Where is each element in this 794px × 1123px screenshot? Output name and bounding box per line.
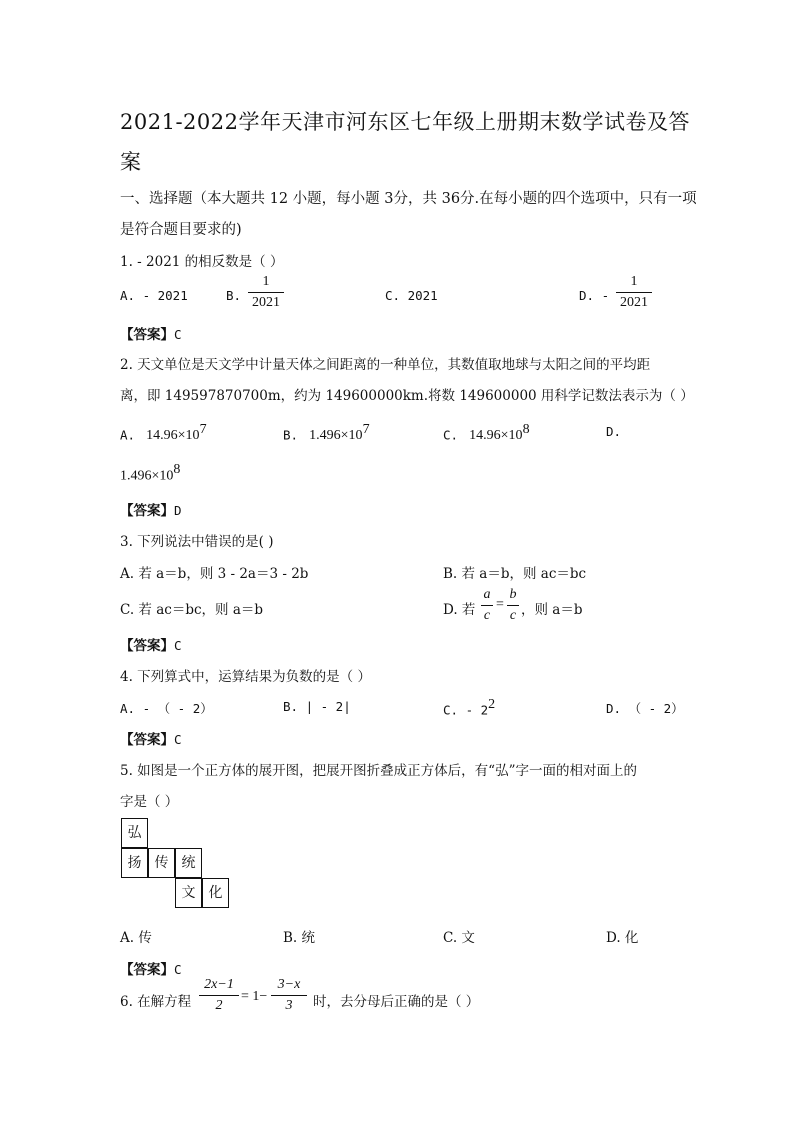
q2-option-d-value xyxy=(120,462,180,484)
page-title-line2: 案 xyxy=(120,150,142,174)
q4-c-label: C. - 2 xyxy=(443,702,489,718)
fraction-bar xyxy=(481,605,493,606)
page-title-line1: 2021-2022学年天津市河东区七年级上册期末数学试卷及答 xyxy=(120,110,690,134)
q5-answer xyxy=(120,958,182,978)
q2-option-d-label: D. xyxy=(606,424,622,439)
fraction-bar xyxy=(248,292,284,293)
q2-stem-line2: 离，即 149597870700m，约为 149600000km.将数 149600000 用科学记数法表示为（ ） xyxy=(120,388,694,404)
q1-answer-value: C xyxy=(174,327,182,342)
q1-b-numerator: 1 xyxy=(262,274,270,289)
answer-prefix: 【答案】 xyxy=(120,638,174,654)
q3-answer xyxy=(120,634,182,654)
answer-prefix: 【答案】 xyxy=(120,732,174,748)
q2-answer xyxy=(120,499,182,519)
q4-option-c xyxy=(443,697,495,718)
q5-stem-line1: 5. 如图是一个正方体的展开图，把展开图折叠成正方体后，有“弘”字一面的相对面上的 xyxy=(120,763,637,779)
fraction-bar xyxy=(199,995,239,996)
q4-answer xyxy=(120,728,182,748)
q2-b-label: B. xyxy=(283,427,299,443)
q5-option-a: A. 传 xyxy=(120,930,152,946)
q3-option-d-label: D. 若 xyxy=(443,602,476,618)
q4-option-b: B. | - 2| xyxy=(283,699,351,714)
q3-option-b: B. 若 a＝b，则 ac＝bc xyxy=(443,566,587,582)
q1-stem: 1. - 2021 的相反数是（ ） xyxy=(120,254,284,270)
q2-a-base: 14.96×10 xyxy=(146,428,200,444)
q1-b-denominator: 2021 xyxy=(252,295,280,310)
net-cell-tong: 统 xyxy=(175,848,202,878)
q1-option-d-label: D. - xyxy=(579,288,610,303)
q4-c-exponent: 2 xyxy=(488,697,496,712)
q1-option-c: C. 2021 xyxy=(385,288,438,303)
q6-numerator-left: 2x−1 xyxy=(204,977,234,992)
q3-d-denominator-left: c xyxy=(483,608,491,623)
q1-option-d-fraction xyxy=(616,273,652,312)
section-heading-line2: 是符合题目要求的) xyxy=(120,222,242,238)
q4-answer-value: C xyxy=(174,732,182,747)
q2-option-c xyxy=(443,422,530,444)
q3-answer-value: C xyxy=(174,638,182,653)
q1-answer xyxy=(120,323,182,343)
q2-d-exponent: 8 xyxy=(173,462,181,477)
fraction-bar xyxy=(507,605,519,606)
section-heading-line1: 一、选择题（本大题共 12 小题，每小题 3分，共 36分.在每小题的四个选项中，只有一项 xyxy=(120,191,697,207)
q6-stem-prefix: 6. 在解方程 xyxy=(120,994,192,1010)
q3-option-d-tail: ，则 a＝b xyxy=(521,602,583,618)
q1-option-b-fraction xyxy=(248,273,284,312)
q1-d-denominator: 2021 xyxy=(620,295,648,310)
answer-prefix: 【答案】 xyxy=(120,503,174,519)
net-cell-hong: 弘 xyxy=(121,818,148,848)
q5-option-b: B. 统 xyxy=(283,930,316,946)
q3-d-numerator-left: a xyxy=(483,587,491,602)
q5-stem-line2: 字是（ ） xyxy=(120,794,179,810)
q5-option-d: D. 化 xyxy=(606,930,639,946)
q5-answer-value: C xyxy=(174,962,182,977)
q6-equals-one-minus: = 1− xyxy=(241,989,268,1004)
q3-d-denominator-right: c xyxy=(509,608,517,623)
q3-option-c: C. 若 ac＝bc，则 a＝b xyxy=(120,602,264,618)
q3-d-numerator-right: b xyxy=(509,587,517,602)
q2-stem-line1: 2. 天文单位是天文学中计量天体之间距离的一种单位，其数值取地球与太阳之间的平均距 xyxy=(120,357,651,373)
q2-a-label: A. xyxy=(120,427,136,443)
net-cell-chuan: 传 xyxy=(148,848,175,878)
q1-option-a: A. - 2021 xyxy=(120,288,188,303)
q6-denominator-right: 3 xyxy=(285,998,293,1013)
q6-numerator-right: 3−x xyxy=(277,977,301,992)
q4-option-a: A. - （ - 2） xyxy=(120,701,213,716)
q5-option-c: C. 文 xyxy=(443,930,475,946)
q2-c-base: 14.96×10 xyxy=(469,428,523,444)
q2-option-a xyxy=(120,422,207,444)
q2-c-label: C. xyxy=(443,427,459,443)
q4-option-d: D. （ - 2） xyxy=(606,701,684,716)
q3-d-fraction-right xyxy=(507,586,519,625)
q3-option-a: A. 若 a＝b，则 3 - 2a＝3 - 2b xyxy=(120,566,309,582)
q3-d-fraction-left xyxy=(481,586,493,625)
q1-option-b-label: B. xyxy=(226,288,242,303)
q6-fraction-left xyxy=(199,976,239,1015)
q2-b-base: 1.496×10 xyxy=(309,428,363,444)
net-cell-yang: 扬 xyxy=(121,848,148,878)
net-cell-wen: 文 xyxy=(175,878,202,908)
net-cell-hua: 化 xyxy=(202,878,229,908)
q1-d-numerator: 1 xyxy=(630,274,638,289)
q4-stem: 4. 下列算式中，运算结果为负数的是（ ） xyxy=(120,669,371,685)
q2-answer-value: D xyxy=(174,503,182,518)
q2-a-exponent: 7 xyxy=(199,422,207,437)
q2-option-b xyxy=(283,422,370,444)
fraction-bar xyxy=(616,292,652,293)
answer-prefix: 【答案】 xyxy=(120,327,174,343)
q3-stem: 3. 下列说法中错误的是( ) xyxy=(120,534,274,550)
q6-fraction-right xyxy=(271,976,307,1015)
fraction-bar xyxy=(271,995,307,996)
q2-d-base: 1.496×10 xyxy=(120,468,174,484)
q6-stem-suffix: 时，去分母后正确的是（ ） xyxy=(313,994,480,1010)
q2-b-exponent: 7 xyxy=(362,422,370,437)
answer-prefix: 【答案】 xyxy=(120,962,174,978)
q2-c-exponent: 8 xyxy=(522,422,530,437)
q3-d-equals: = xyxy=(496,597,504,612)
q6-denominator-left: 2 xyxy=(215,998,223,1013)
